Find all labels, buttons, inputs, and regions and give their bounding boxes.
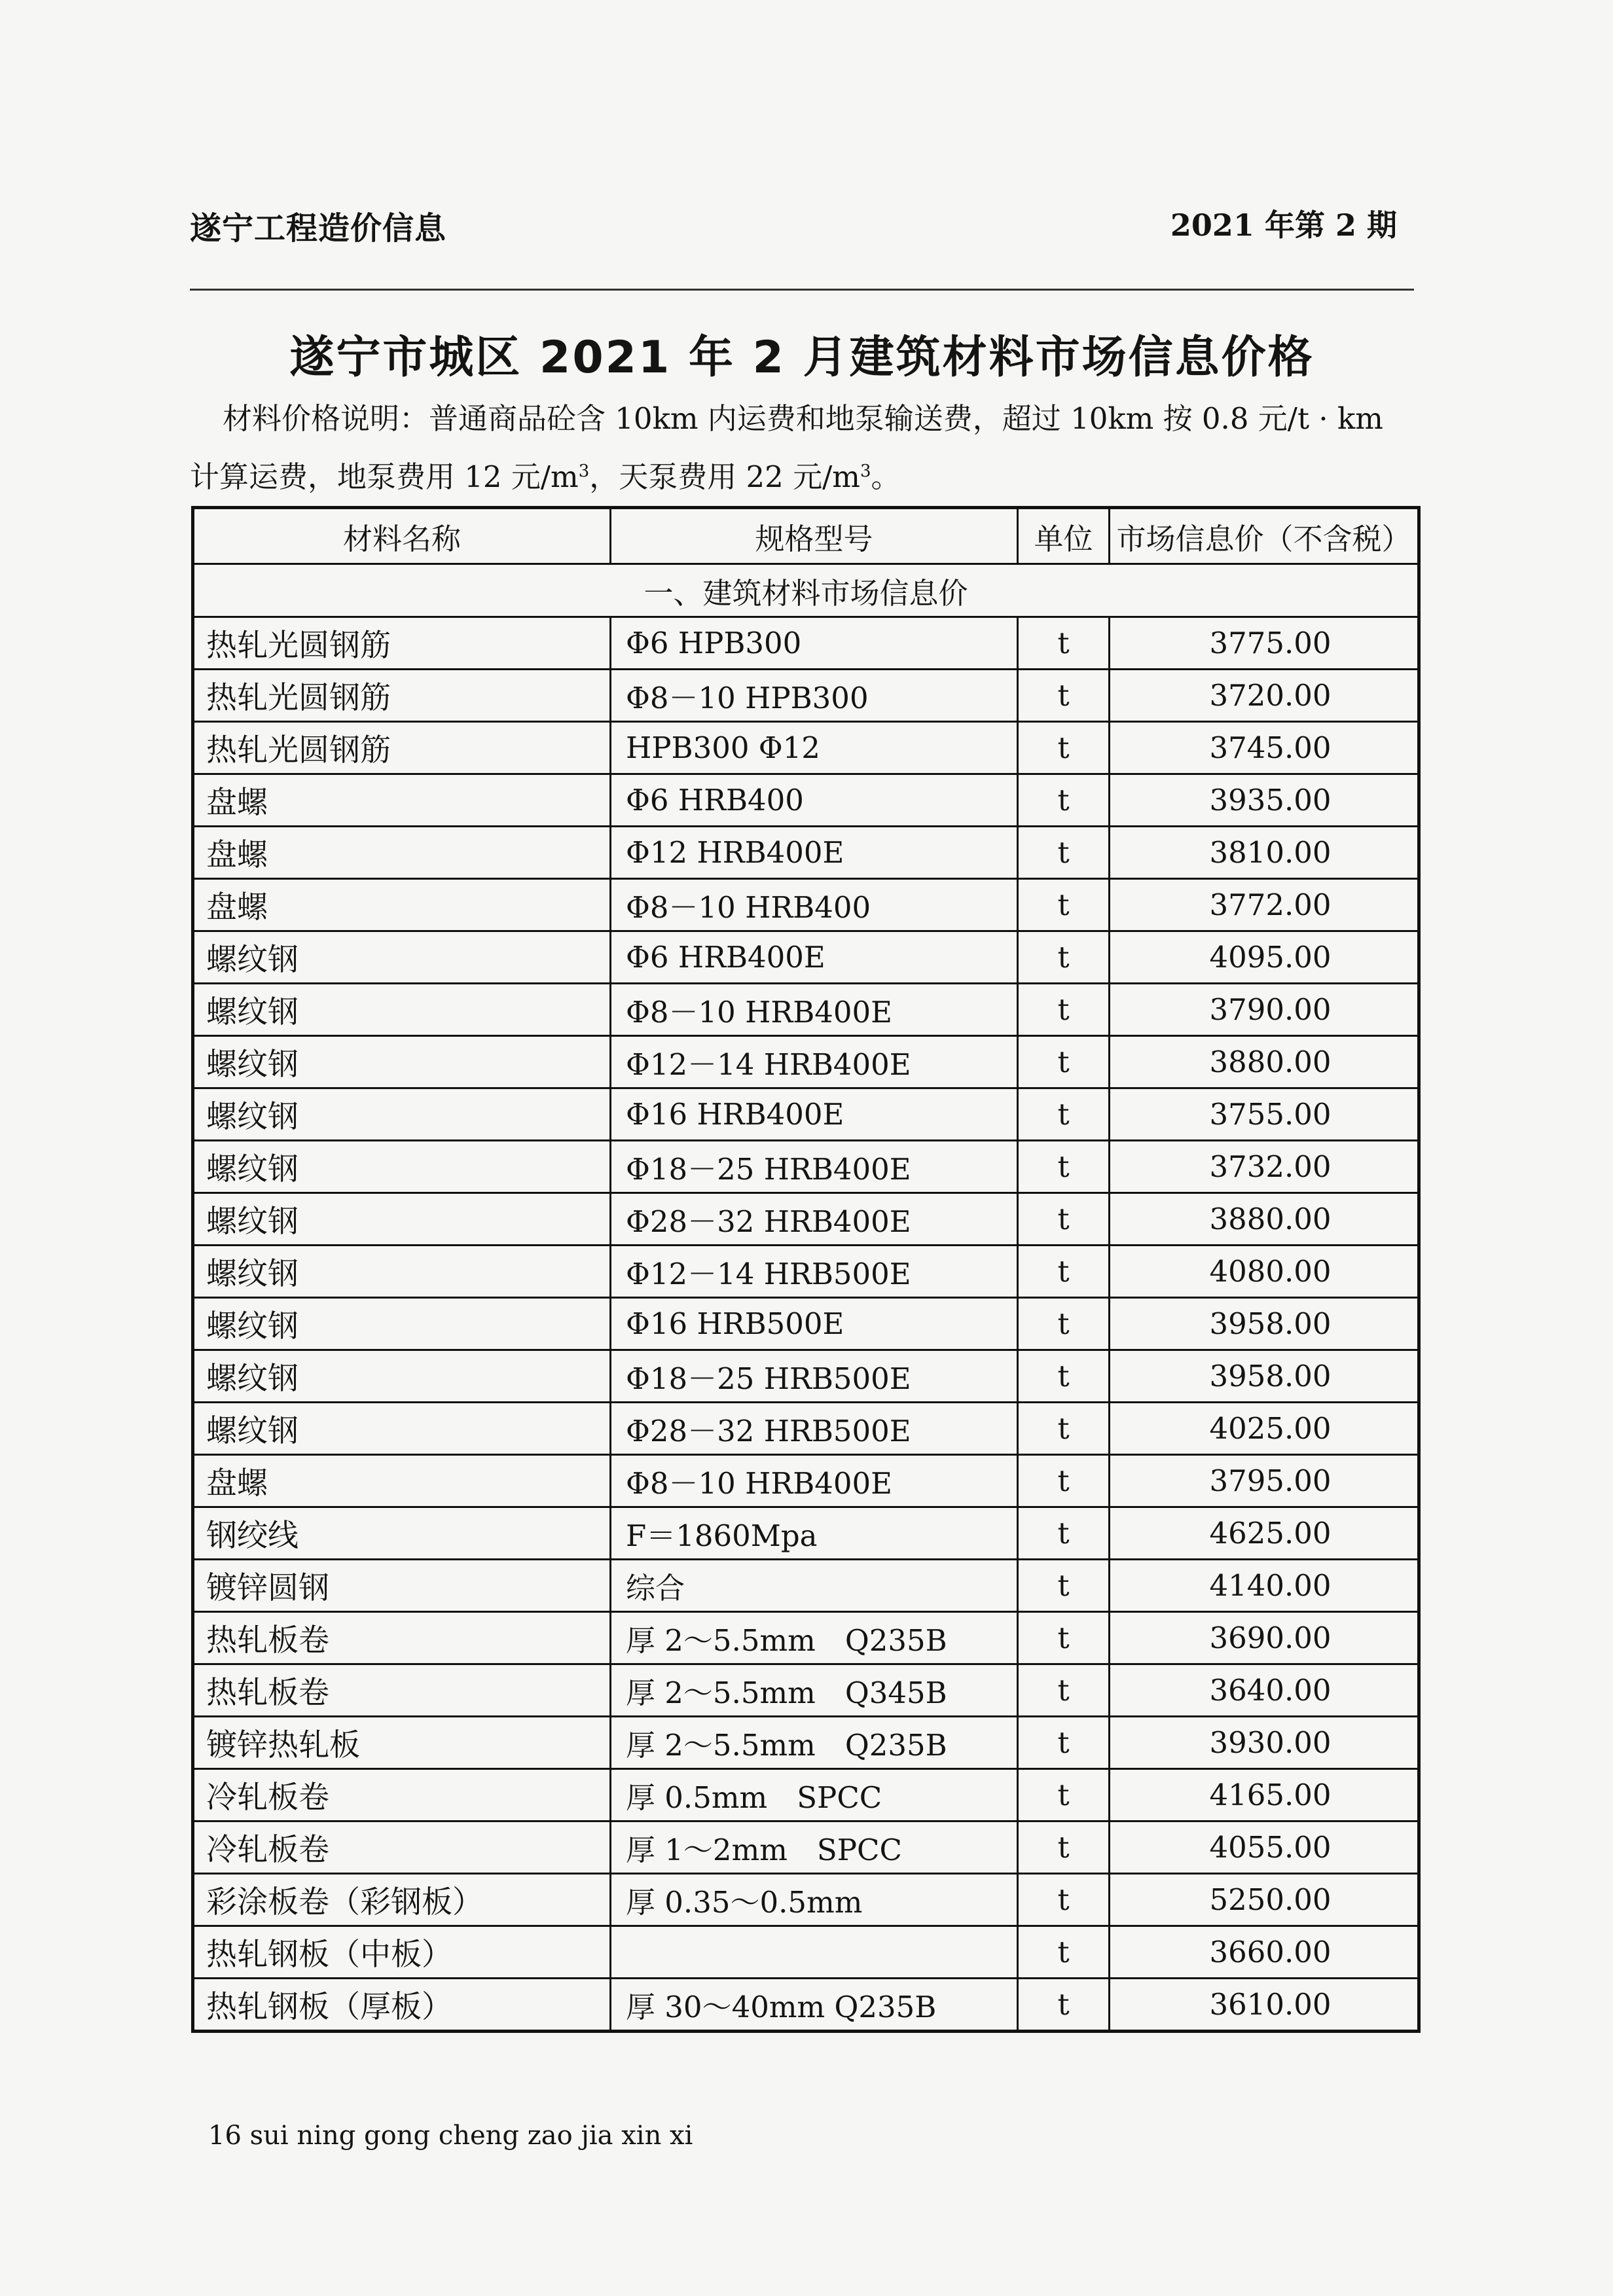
- table-row: [193, 1455, 1419, 1507]
- table-row: [193, 1926, 1419, 1979]
- spec-cell: F＝1860Mpa: [611, 1507, 1018, 1560]
- material-name-cell: 螺纹钢: [193, 1036, 611, 1088]
- material-name-cell: 热轧钢板（中板）: [193, 1926, 611, 1979]
- material-name-cell: 热轧光圆钢筋: [193, 722, 611, 774]
- price-cell: 3640.00: [1110, 1664, 1419, 1717]
- unit-cell: t: [1018, 1403, 1110, 1455]
- spec-cell: Φ28－32 HRB400E: [611, 1193, 1018, 1246]
- material-name-cell: 螺纹钢: [193, 1193, 611, 1246]
- table-row: [193, 774, 1419, 827]
- table-row: [193, 1874, 1419, 1926]
- price-cell: 3755.00: [1110, 1088, 1419, 1141]
- table-row: [193, 1193, 1419, 1246]
- table-row: [193, 1507, 1419, 1560]
- spec-cell: [611, 1926, 1018, 1979]
- price-cell: 4095.00: [1110, 931, 1419, 984]
- price-cell: 3732.00: [1110, 1141, 1419, 1193]
- material-name-cell: 螺纹钢: [193, 1350, 611, 1403]
- material-name-cell: 热轧钢板（厚板）: [193, 1979, 611, 2032]
- price-cell: 4140.00: [1110, 1560, 1419, 1612]
- superscript-3: 3: [860, 461, 871, 481]
- table-row: [193, 1298, 1419, 1350]
- unit-cell: t: [1018, 1874, 1110, 1926]
- header-divider: [190, 289, 1414, 291]
- table-row: [193, 1141, 1419, 1193]
- table-row: [193, 617, 1419, 670]
- spec-cell: HPB300 Φ12: [611, 722, 1018, 774]
- price-note-line-2: [190, 445, 1414, 503]
- table-row: [193, 827, 1419, 879]
- material-name-cell: 镀锌圆钢: [193, 1560, 611, 1612]
- note-text-part-2: ，天泵费用 22 元/m: [589, 459, 860, 494]
- material-name-cell: 盘螺: [193, 879, 611, 931]
- material-name-cell: 盘螺: [193, 827, 611, 879]
- table-row: [193, 1664, 1419, 1717]
- price-cell: 3720.00: [1110, 670, 1419, 722]
- spec-cell: Φ18－25 HRB500E: [611, 1350, 1018, 1403]
- unit-cell: t: [1018, 984, 1110, 1036]
- spec-cell: Φ16 HRB500E: [611, 1298, 1018, 1350]
- unit-cell: t: [1018, 1560, 1110, 1612]
- material-name-cell: 热轧板卷: [193, 1612, 611, 1664]
- price-cell: 4080.00: [1110, 1246, 1419, 1298]
- price-table: [191, 506, 1421, 2033]
- price-cell: 3745.00: [1110, 722, 1419, 774]
- price-cell: 4165.00: [1110, 1769, 1419, 1821]
- unit-cell: t: [1018, 1717, 1110, 1769]
- material-name-cell: 螺纹钢: [193, 984, 611, 1036]
- table-row: [193, 1036, 1419, 1088]
- material-name-cell: 螺纹钢: [193, 1088, 611, 1141]
- spec-cell: Φ8－10 HRB400E: [611, 984, 1018, 1036]
- material-name-cell: 冷轧板卷: [193, 1769, 611, 1821]
- issue-label: 2021 年第 2 期: [1170, 207, 1397, 243]
- unit-cell: t: [1018, 774, 1110, 827]
- price-cell: 3880.00: [1110, 1036, 1419, 1088]
- publication-name: 遂宁工程造价信息: [190, 210, 447, 247]
- spec-cell: 厚 30～40mm Q235B: [611, 1979, 1018, 2032]
- spec-cell: Φ6 HRB400E: [611, 931, 1018, 984]
- unit-cell: t: [1018, 1193, 1110, 1246]
- material-name-cell: 热轧光圆钢筋: [193, 617, 611, 670]
- spec-cell: Φ12 HRB400E: [611, 827, 1018, 879]
- spec-cell: Φ18－25 HRB400E: [611, 1141, 1018, 1193]
- spec-cell: Φ6 HRB400: [611, 774, 1018, 827]
- unit-cell: t: [1018, 1979, 1110, 2032]
- price-note-line-1: 材料价格说明：普通商品砼含 10km 内运费和地泵输送费，超过 10km 按 0.8 元/t · km: [223, 401, 1383, 436]
- price-cell: 3958.00: [1110, 1298, 1419, 1350]
- spec-cell: Φ8－10 HPB300: [611, 670, 1018, 722]
- page-title: 遂宁市城区 2021 年 2 月建筑材料市场信息价格: [289, 332, 1314, 384]
- column-header-spec: 规格型号: [611, 508, 1018, 564]
- price-cell: 3880.00: [1110, 1193, 1419, 1246]
- unit-cell: t: [1018, 1769, 1110, 1821]
- column-header-unit: 单位: [1018, 508, 1110, 564]
- price-cell: 3958.00: [1110, 1350, 1419, 1403]
- unit-cell: t: [1018, 1088, 1110, 1141]
- table-row: [193, 722, 1419, 774]
- spec-cell: 综合: [611, 1560, 1018, 1612]
- unit-cell: t: [1018, 827, 1110, 879]
- price-cell: 3775.00: [1110, 617, 1419, 670]
- table-row: [193, 1560, 1419, 1612]
- price-cell: 4025.00: [1110, 1403, 1419, 1455]
- spec-cell: Φ12－14 HRB400E: [611, 1036, 1018, 1088]
- price-cell: 4055.00: [1110, 1821, 1419, 1874]
- unit-cell: t: [1018, 1664, 1110, 1717]
- table-row: [193, 1350, 1419, 1403]
- unit-cell: t: [1018, 931, 1110, 984]
- spec-cell: 厚 0.35～0.5mm: [611, 1874, 1018, 1926]
- unit-cell: t: [1018, 1455, 1110, 1507]
- page-footer: 16 sui ning gong cheng zao jia xin xi: [208, 2121, 693, 2151]
- unit-cell: t: [1018, 1821, 1110, 1874]
- material-name-cell: 热轧光圆钢筋: [193, 670, 611, 722]
- table-row: [193, 1979, 1419, 2032]
- spec-cell: Φ8－10 HRB400E: [611, 1455, 1018, 1507]
- unit-cell: t: [1018, 1298, 1110, 1350]
- spec-cell: Φ8－10 HRB400: [611, 879, 1018, 931]
- material-name-cell: 螺纹钢: [193, 931, 611, 984]
- price-cell: 5250.00: [1110, 1874, 1419, 1926]
- table-row: [193, 879, 1419, 931]
- table-row: [193, 1769, 1419, 1821]
- material-name-cell: 盘螺: [193, 774, 611, 827]
- price-cell: 3930.00: [1110, 1717, 1419, 1769]
- material-name-cell: 螺纹钢: [193, 1246, 611, 1298]
- spec-cell: Φ16 HRB400E: [611, 1088, 1018, 1141]
- material-name-cell: 冷轧板卷: [193, 1821, 611, 1874]
- material-name-cell: 螺纹钢: [193, 1298, 611, 1350]
- unit-cell: t: [1018, 617, 1110, 670]
- material-name-cell: 螺纹钢: [193, 1403, 611, 1455]
- unit-cell: t: [1018, 1036, 1110, 1088]
- material-name-cell: 钢绞线: [193, 1507, 611, 1560]
- price-cell: 3610.00: [1110, 1979, 1419, 2032]
- table-row: [193, 1612, 1419, 1664]
- price-cell: 3795.00: [1110, 1455, 1419, 1507]
- spec-cell: Φ28－32 HRB500E: [611, 1403, 1018, 1455]
- spec-cell: 厚 1～2mm SPCC: [611, 1821, 1018, 1874]
- spec-cell: 厚 2～5.5mm Q235B: [611, 1612, 1018, 1664]
- table-row: [193, 670, 1419, 722]
- spec-cell: Φ6 HPB300: [611, 617, 1018, 670]
- table-row: [193, 1717, 1419, 1769]
- unit-cell: t: [1018, 670, 1110, 722]
- material-name-cell: 螺纹钢: [193, 1141, 611, 1193]
- unit-cell: t: [1018, 1612, 1110, 1664]
- price-cell: 4625.00: [1110, 1507, 1419, 1560]
- price-cell: 3690.00: [1110, 1612, 1419, 1664]
- price-note: [190, 393, 1414, 503]
- price-cell: 3772.00: [1110, 879, 1419, 931]
- price-cell: 3790.00: [1110, 984, 1419, 1036]
- column-header-name: 材料名称: [193, 508, 611, 564]
- table-row: [193, 1246, 1419, 1298]
- material-name-cell: 彩涂板卷（彩钢板）: [193, 1874, 611, 1926]
- material-name-cell: 热轧板卷: [193, 1664, 611, 1717]
- unit-cell: t: [1018, 1141, 1110, 1193]
- spec-cell: Φ12－14 HRB500E: [611, 1246, 1018, 1298]
- table-row: [193, 931, 1419, 984]
- note-text-part-1: 计算运费，地泵费用 12 元/m: [190, 459, 579, 494]
- table-row: [193, 1403, 1419, 1455]
- unit-cell: t: [1018, 1507, 1110, 1560]
- table-row: [193, 984, 1419, 1036]
- material-name-cell: 盘螺: [193, 1455, 611, 1507]
- table-row: [193, 1088, 1419, 1141]
- material-name-cell: 镀锌热轧板: [193, 1717, 611, 1769]
- column-header-price: 市场信息价（不含税）: [1110, 508, 1419, 564]
- price-cell: 3935.00: [1110, 774, 1419, 827]
- section-title: 一、建筑材料市场信息价: [193, 564, 1419, 617]
- superscript-3: 3: [578, 461, 590, 481]
- spec-cell: 厚 2～5.5mm Q345B: [611, 1664, 1018, 1717]
- table-header-row: [193, 508, 1419, 564]
- unit-cell: t: [1018, 722, 1110, 774]
- unit-cell: t: [1018, 879, 1110, 931]
- unit-cell: t: [1018, 1926, 1110, 1979]
- spec-cell: 厚 0.5mm SPCC: [611, 1769, 1018, 1821]
- note-text-part-3: 。: [871, 459, 901, 494]
- unit-cell: t: [1018, 1246, 1110, 1298]
- price-cell: 3810.00: [1110, 827, 1419, 879]
- unit-cell: t: [1018, 1350, 1110, 1403]
- section-header-row: [193, 564, 1419, 617]
- spec-cell: 厚 2～5.5mm Q235B: [611, 1717, 1018, 1769]
- table-row: [193, 1821, 1419, 1874]
- price-cell: 3660.00: [1110, 1926, 1419, 1979]
